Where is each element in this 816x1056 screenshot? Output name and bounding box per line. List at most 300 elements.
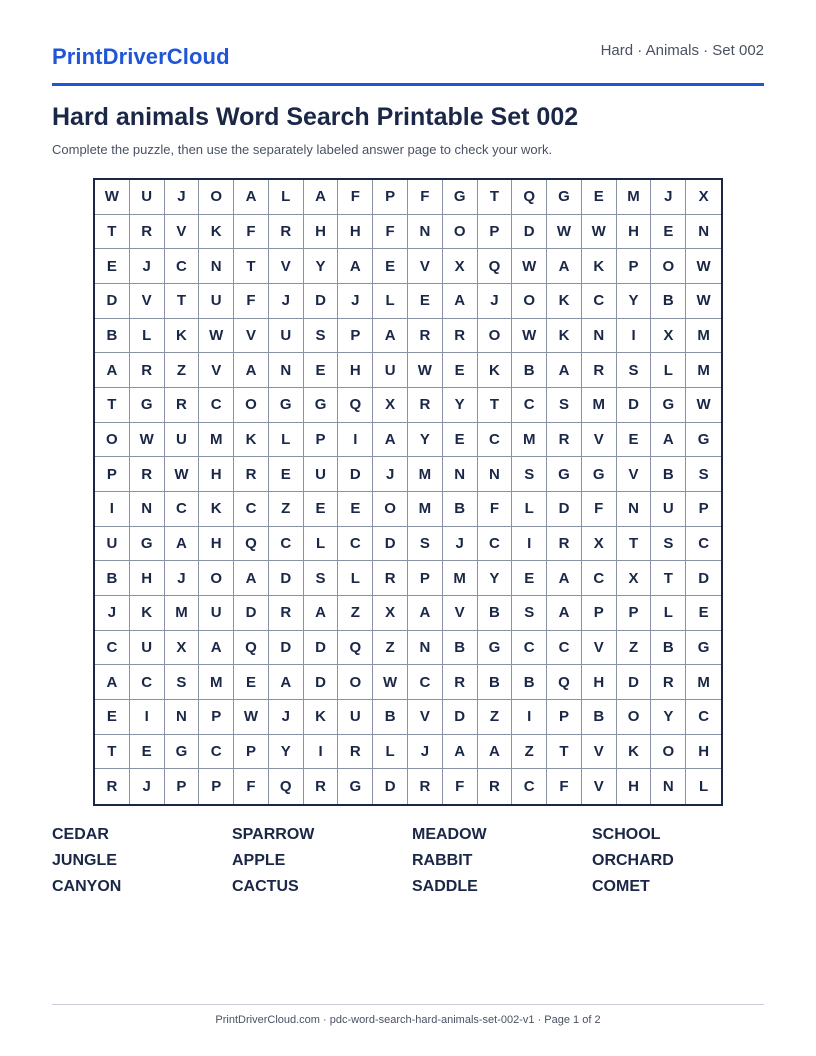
grid-cell: U — [338, 700, 373, 735]
word-list-item: COMET — [592, 878, 650, 895]
grid-cell: L — [373, 735, 408, 770]
grid-cell: D — [617, 665, 652, 700]
grid-cell: T — [95, 735, 130, 770]
grid-cell: C — [512, 769, 547, 804]
grid-cell: N — [269, 353, 304, 388]
grid-cell: O — [234, 388, 269, 423]
grid-cell: O — [478, 319, 513, 354]
grid-cell: Q — [269, 769, 304, 804]
grid-cell: R — [269, 596, 304, 631]
grid-cell: S — [651, 527, 686, 562]
grid-cell: L — [699, 778, 709, 796]
grid-cell: R — [408, 319, 443, 354]
grid-cell: A — [338, 249, 373, 284]
grid-cell: P — [617, 596, 652, 631]
grid-cell: A — [443, 735, 478, 770]
grid-cell: R — [95, 769, 130, 804]
grid-cell: S — [304, 561, 339, 596]
grid-cell: R — [547, 527, 582, 562]
grid-cell: L — [373, 284, 408, 319]
grid-cell: G — [304, 388, 339, 423]
grid-cell: G — [165, 735, 200, 770]
grid-cell: F — [478, 492, 513, 527]
header-divider — [52, 83, 764, 86]
grid-cell: G — [130, 527, 165, 562]
grid-cell: M — [199, 665, 234, 700]
grid-cell: M — [686, 319, 721, 354]
grid-cell: A — [547, 596, 582, 631]
word-search-grid — [93, 178, 723, 806]
grid-cell: J — [165, 180, 200, 215]
grid-cell: A — [547, 353, 582, 388]
grid-cell: O — [651, 249, 686, 284]
grid-cell: R — [547, 423, 582, 458]
grid-cell: C — [582, 284, 617, 319]
grid-cell: P — [547, 700, 582, 735]
grid-cell: B — [651, 284, 686, 319]
grid-cell: L — [269, 423, 304, 458]
grid-cell: D — [373, 769, 408, 804]
grid-cell: C — [478, 527, 513, 562]
grid-cell: K — [130, 596, 165, 631]
grid-cell: K — [199, 492, 234, 527]
grid-cell: E — [512, 561, 547, 596]
grid-cell: E — [95, 700, 130, 735]
grid-cell: H — [686, 735, 721, 770]
grid-cell: W — [408, 353, 443, 388]
grid-cell: C — [478, 423, 513, 458]
grid-cell: S — [165, 665, 200, 700]
grid-cell: V — [582, 423, 617, 458]
grid-cell: B — [651, 631, 686, 666]
grid-cell: N — [443, 457, 478, 492]
grid-cell: K — [199, 215, 234, 250]
grid-cell: B — [582, 700, 617, 735]
grid-cell: W — [582, 215, 617, 250]
grid-cell: R — [269, 215, 304, 250]
grid-cell: E — [617, 423, 652, 458]
grid-cell: U — [651, 492, 686, 527]
grid-cell: R — [234, 457, 269, 492]
grid-cell: F — [338, 180, 373, 215]
grid-cell: P — [373, 180, 408, 215]
grid-cell: J — [338, 284, 373, 319]
grid-cell: B — [478, 665, 513, 700]
grid-cell: O — [443, 215, 478, 250]
grid-cell: W — [95, 180, 130, 215]
grid-cell: C — [338, 527, 373, 562]
grid-cell: J — [651, 180, 686, 215]
grid-cell: T — [478, 388, 513, 423]
grid-cell: C — [199, 735, 234, 770]
grid-cell: D — [512, 215, 547, 250]
grid-cell: G — [547, 180, 582, 215]
grid-cell: D — [686, 561, 721, 596]
grid-cell: X — [373, 596, 408, 631]
grid-cell: A — [547, 561, 582, 596]
grid-cell: F — [582, 492, 617, 527]
grid-cell: A — [199, 631, 234, 666]
grid-cell: Y — [478, 561, 513, 596]
grid-cell: I — [130, 700, 165, 735]
grid-cell: D — [373, 527, 408, 562]
grid-cell: S — [512, 457, 547, 492]
grid-cell: E — [408, 284, 443, 319]
grid-cell: T — [234, 249, 269, 284]
grid-cell: H — [338, 215, 373, 250]
grid-cell: N — [478, 457, 513, 492]
grid-cell: W — [512, 319, 547, 354]
grid-cell: R — [443, 665, 478, 700]
grid-cell: F — [234, 769, 269, 804]
grid-cell: B — [478, 596, 513, 631]
grid-cell: M — [408, 457, 443, 492]
grid-cell: A — [373, 423, 408, 458]
grid-cell: Y — [304, 249, 339, 284]
grid-cell: W — [199, 319, 234, 354]
word-list-item: SCHOOL — [592, 826, 661, 843]
grid-cell: J — [130, 769, 165, 804]
grid-cell: D — [617, 388, 652, 423]
grid-cell: Z — [338, 596, 373, 631]
grid-cell: R — [165, 388, 200, 423]
grid-cell: P — [617, 249, 652, 284]
page-subtitle: Complete the puzzle, then use the separately labeled answer page to check your work. — [52, 142, 553, 157]
grid-cell: P — [478, 215, 513, 250]
grid-cell: C — [686, 527, 721, 562]
grid-cell: W — [165, 457, 200, 492]
grid-cell: G — [686, 423, 721, 458]
grid-cell: N — [165, 700, 200, 735]
grid-cell: Q — [478, 249, 513, 284]
footer-divider — [52, 1004, 764, 1005]
grid-cell: P — [199, 700, 234, 735]
grid-cell: T — [617, 527, 652, 562]
grid-cell: P — [408, 561, 443, 596]
grid-cell: Z — [269, 492, 304, 527]
word-list-item: CEDAR — [52, 826, 109, 843]
grid-cell: G — [130, 388, 165, 423]
grid-cell: M — [165, 596, 200, 631]
grid-cell: X — [443, 249, 478, 284]
grid-cell: I — [338, 423, 373, 458]
grid-cell: W — [130, 423, 165, 458]
grid-cell: R — [130, 353, 165, 388]
grid-cell: R — [373, 561, 408, 596]
grid-cell: F — [408, 180, 443, 215]
grid-cell: G — [338, 769, 373, 804]
grid-cell: A — [651, 423, 686, 458]
grid-cell: S — [304, 319, 339, 354]
grid-cell: P — [165, 769, 200, 804]
grid-cell: N — [582, 319, 617, 354]
grid-cell: V — [617, 457, 652, 492]
grid-cell: M — [617, 180, 652, 215]
grid-cell: P — [304, 423, 339, 458]
grid-cell: Z — [165, 353, 200, 388]
grid-cell: E — [304, 353, 339, 388]
grid-cell: M — [408, 492, 443, 527]
grid-cell: C — [582, 561, 617, 596]
grid-cell: N — [130, 492, 165, 527]
grid-cell: C — [408, 665, 443, 700]
grid-cell: C — [269, 527, 304, 562]
grid-cell: R — [478, 769, 513, 804]
grid-cell: E — [443, 423, 478, 458]
grid-cell: C — [199, 388, 234, 423]
grid-cell: M — [686, 353, 721, 388]
grid-cell: W — [234, 700, 269, 735]
grid-cell: F — [373, 215, 408, 250]
grid-cell: C — [130, 665, 165, 700]
grid-cell: C — [547, 631, 582, 666]
grid-cell: G — [686, 631, 721, 666]
grid-cell: L — [651, 596, 686, 631]
grid-cell: M — [443, 561, 478, 596]
grid-cell: O — [512, 284, 547, 319]
grid-cell: B — [512, 665, 547, 700]
grid-cell: I — [512, 700, 547, 735]
grid-cell: E — [686, 596, 721, 631]
word-list-item: RABBIT — [412, 852, 473, 869]
grid-cell: K — [547, 319, 582, 354]
grid-cell: U — [130, 631, 165, 666]
grid-cell: N — [199, 249, 234, 284]
grid-cell: K — [582, 249, 617, 284]
grid-cell: A — [373, 319, 408, 354]
grid-cell: X — [165, 631, 200, 666]
grid-cell: Q — [234, 631, 269, 666]
grid-cell: Y — [443, 388, 478, 423]
grid-cell: B — [443, 631, 478, 666]
grid-cell: Z — [373, 631, 408, 666]
grid-cell: R — [443, 319, 478, 354]
grid-cell: J — [269, 700, 304, 735]
grid-cell: A — [95, 665, 130, 700]
grid-cell: H — [199, 457, 234, 492]
grid-cell: L — [338, 561, 373, 596]
grid-cell: E — [582, 180, 617, 215]
grid-cell: K — [165, 319, 200, 354]
grid-cell: A — [95, 353, 130, 388]
word-list — [52, 824, 772, 902]
grid-cell: X — [651, 319, 686, 354]
grid-cell: R — [582, 353, 617, 388]
grid-cell: H — [130, 561, 165, 596]
grid-cell: U — [269, 319, 304, 354]
grid-cell: W — [686, 284, 721, 319]
grid-cell: O — [338, 665, 373, 700]
grid-cell: B — [95, 319, 130, 354]
grid-cell: G — [443, 180, 478, 215]
grid-cell: W — [686, 388, 721, 423]
grid-cell: V — [130, 284, 165, 319]
grid-cell: J — [269, 284, 304, 319]
grid-cell: D — [269, 561, 304, 596]
breadcrumb: Hard · Animals · Set 002 — [600, 42, 764, 59]
grid-cell: V — [408, 700, 443, 735]
grid-cell: M — [582, 388, 617, 423]
grid-cell: G — [269, 388, 304, 423]
grid-cell: N — [686, 215, 721, 250]
grid-cell: P — [234, 735, 269, 770]
grid-cell: N — [651, 769, 686, 804]
grid-cell: R — [338, 735, 373, 770]
grid-cell: U — [304, 457, 339, 492]
brand-logo: PrintDriverCloud — [52, 44, 230, 69]
grid-cell: B — [373, 700, 408, 735]
grid-cell: J — [130, 249, 165, 284]
grid-cell: M — [686, 665, 721, 700]
grid-cell: Q — [338, 388, 373, 423]
word-list-item: APPLE — [232, 852, 286, 869]
grid-cell: P — [686, 492, 721, 527]
grid-cell: W — [547, 215, 582, 250]
grid-cell: D — [304, 631, 339, 666]
grid-cell: H — [617, 769, 652, 804]
grid-cell: G — [582, 457, 617, 492]
grid-cell: S — [512, 596, 547, 631]
grid-cell: S — [547, 388, 582, 423]
grid-cell: K — [304, 700, 339, 735]
grid-cell: V — [582, 631, 617, 666]
grid-cell: A — [165, 527, 200, 562]
grid-cell: A — [304, 596, 339, 631]
grid-cell: P — [338, 319, 373, 354]
grid-cell: V — [443, 596, 478, 631]
grid-cell: R — [130, 215, 165, 250]
grid-cell: X — [582, 527, 617, 562]
grid-cell: Z — [478, 700, 513, 735]
grid-cell: X — [617, 561, 652, 596]
word-list-item: JUNGLE — [52, 852, 117, 869]
grid-cell: V — [234, 319, 269, 354]
word-list-item: CACTUS — [232, 878, 299, 895]
grid-cell: F — [547, 769, 582, 804]
grid-cell: B — [651, 457, 686, 492]
grid-cell: V — [582, 769, 617, 804]
grid-cell: T — [651, 561, 686, 596]
grid-cell: O — [617, 700, 652, 735]
grid-cell: C — [165, 492, 200, 527]
grid-cell: S — [408, 527, 443, 562]
grid-cell: M — [512, 423, 547, 458]
grid-cell: C — [95, 631, 130, 666]
grid-cell: A — [478, 735, 513, 770]
grid-cell: L — [304, 527, 339, 562]
grid-cell: Y — [617, 284, 652, 319]
grid-cell: I — [512, 527, 547, 562]
grid-cell: Z — [512, 735, 547, 770]
grid-cell: Y — [651, 700, 686, 735]
grid-cell: Q — [547, 665, 582, 700]
grid-cell: V — [582, 735, 617, 770]
grid-cell: G — [547, 457, 582, 492]
grid-cell: H — [582, 665, 617, 700]
grid-cell: T — [95, 388, 130, 423]
grid-cell: K — [547, 284, 582, 319]
grid-cell: Q — [512, 180, 547, 215]
grid-cell: R — [408, 769, 443, 804]
grid-cell: A — [443, 284, 478, 319]
grid-cell: D — [338, 457, 373, 492]
grid-cell: I — [95, 492, 130, 527]
grid-cell: F — [234, 215, 269, 250]
grid-cell: P — [95, 457, 130, 492]
grid-cell: T — [95, 215, 130, 250]
grid-cell: V — [199, 353, 234, 388]
grid-cell: D — [269, 631, 304, 666]
grid-cell: N — [408, 215, 443, 250]
grid-cell: H — [338, 353, 373, 388]
grid-cell: D — [304, 284, 339, 319]
grid-cell: S — [617, 353, 652, 388]
grid-cell: E — [95, 249, 130, 284]
grid-cell: J — [165, 561, 200, 596]
grid-cell: U — [130, 180, 165, 215]
grid-cell: L — [651, 353, 686, 388]
grid-cell: O — [95, 423, 130, 458]
grid-cell: R — [408, 388, 443, 423]
grid-cell: Q — [338, 631, 373, 666]
grid-cell: R — [651, 665, 686, 700]
grid-cell: C — [512, 388, 547, 423]
word-list-item: MEADOW — [412, 826, 487, 843]
grid-cell: R — [304, 769, 339, 804]
grid-cell: W — [512, 249, 547, 284]
grid-cell: A — [408, 596, 443, 631]
grid-cell: V — [408, 249, 443, 284]
grid-cell: E — [338, 492, 373, 527]
grid-cell: E — [269, 457, 304, 492]
grid-cell: O — [373, 492, 408, 527]
grid-cell: P — [582, 596, 617, 631]
word-list-item: ORCHARD — [592, 852, 674, 869]
grid-cell: H — [304, 215, 339, 250]
grid-cell: D — [234, 596, 269, 631]
grid-cell: J — [478, 284, 513, 319]
grid-cell: N — [617, 492, 652, 527]
grid-cell: U — [95, 527, 130, 562]
word-list-item: SADDLE — [412, 878, 478, 895]
grid-cell: C — [165, 249, 200, 284]
page-footer: PrintDriverCloud.com · pdc-word-search-hard-animals-set-002-v1 · Page 1 of 2 — [215, 1014, 601, 1026]
grid-cell: J — [95, 596, 130, 631]
grid-cell: J — [408, 735, 443, 770]
grid-cell: A — [304, 180, 339, 215]
grid-cell: K — [478, 353, 513, 388]
grid-cell: E — [443, 353, 478, 388]
grid-cell: D — [443, 700, 478, 735]
grid-cell: A — [547, 249, 582, 284]
grid-cell: U — [199, 596, 234, 631]
grid-cell: C — [234, 492, 269, 527]
grid-cell: X — [373, 388, 408, 423]
grid-cell: A — [269, 665, 304, 700]
grid-cell: B — [512, 353, 547, 388]
grid-cell: B — [443, 492, 478, 527]
grid-cell: Y — [269, 735, 304, 770]
grid-cell: G — [651, 388, 686, 423]
word-list-item: SPARROW — [232, 826, 315, 843]
grid-cell: E — [304, 492, 339, 527]
grid-cell: A — [234, 561, 269, 596]
grid-cell: J — [373, 457, 408, 492]
grid-cell: L — [269, 180, 304, 215]
grid-cell: T — [547, 735, 582, 770]
grid-cell: C — [686, 700, 721, 735]
grid-cell: N — [408, 631, 443, 666]
